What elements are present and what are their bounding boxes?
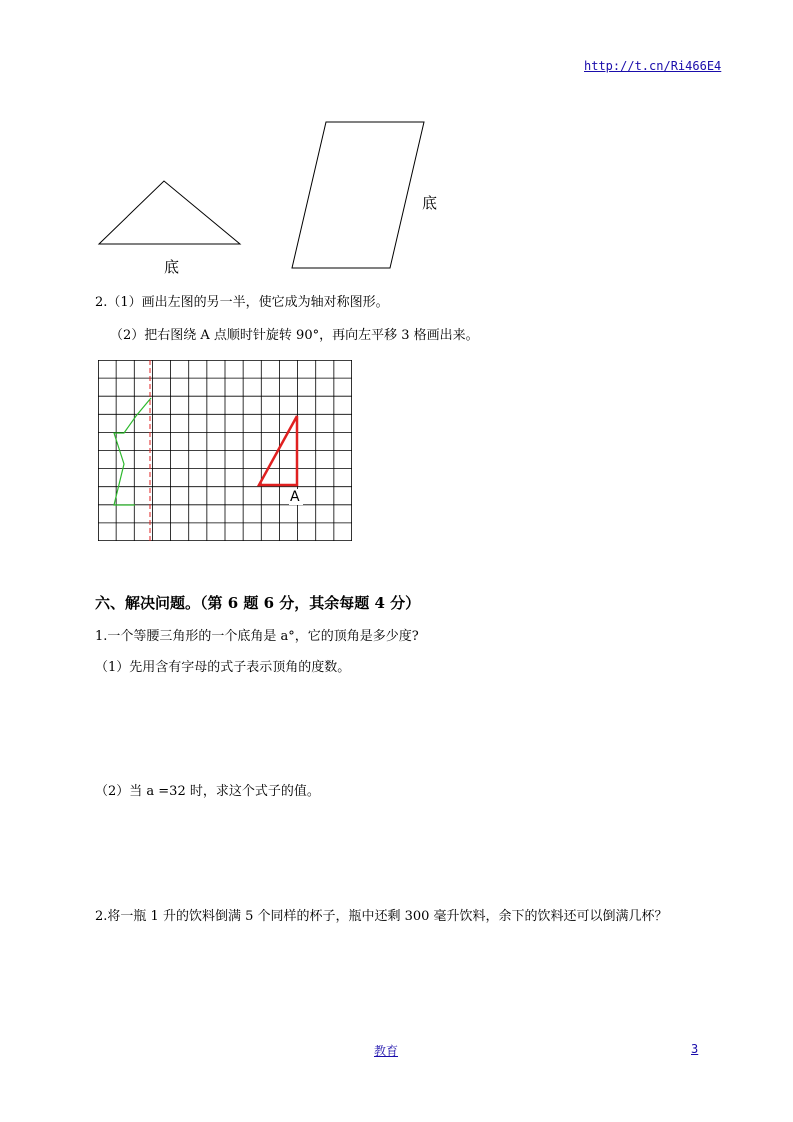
section-6-question-1: 1.一个等腰三角形的一个底角是 a°，它的顶角是多少度? [95, 629, 419, 644]
point-a-label: A [290, 489, 300, 505]
triangle-shape [99, 181, 240, 244]
section-6-question-1-part-2: （2）当 a =32 时，求这个式子的值。 [95, 784, 320, 799]
page-number[interactable]: 3 [691, 1042, 699, 1056]
question-2-part-1: 2.（1）画出左图的另一半，使它成为轴对称图形。 [95, 295, 389, 310]
footer-link[interactable]: 教育 [374, 1044, 399, 1058]
parallelogram-shape [292, 122, 424, 268]
header-link[interactable]: http://t.cn/Ri466E4 [584, 59, 722, 73]
question-2-part-2: （2）把右图绕 A 点顺时针旋转 90°，再向左平移 3 格画出来。 [110, 328, 479, 343]
parallelogram-base-label: 底 [422, 194, 438, 212]
section-6-title: 六、解决问题。（第 6 题 6 分，其余每题 4 分） [95, 594, 421, 612]
section-6-question-1-part-1: （1）先用含有字母的式子表示顶角的度数。 [95, 660, 351, 675]
isosceles-triangle-figure [0, 0, 793, 300]
grid-lines [98, 360, 352, 541]
grid-figure [98, 360, 352, 541]
triangle-base-label: 底 [164, 258, 180, 276]
section-6-question-2: 2.将一瓶 1 升的饮料倒满 5 个同样的杯子，瓶中还剩 300 毫升饮料，余下的饮料还可以倒满几杯？ [95, 909, 668, 924]
